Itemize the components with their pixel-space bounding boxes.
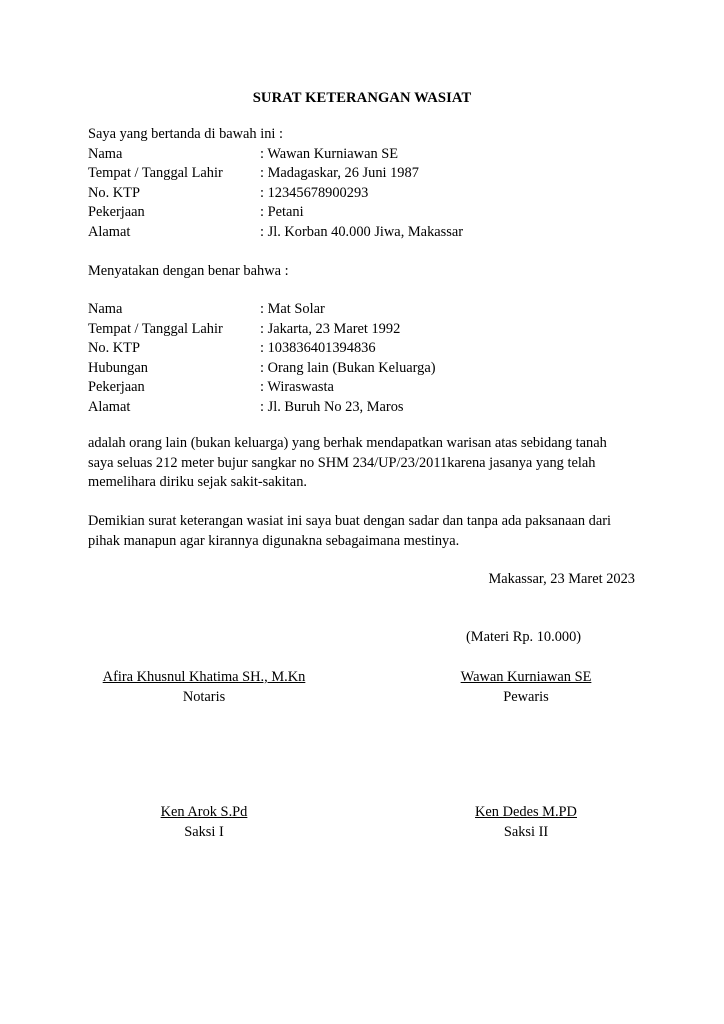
field-label: Pekerjaan	[88, 204, 145, 220]
signature-notary	[74, 668, 334, 707]
beneficiary-row	[88, 398, 648, 418]
declarer-row	[88, 223, 648, 243]
beneficiary-section	[88, 300, 648, 417]
field-label: Nama	[88, 145, 123, 162]
declarer-row	[88, 145, 648, 165]
field-value: : Madagaskar, 26 Juni 1987	[260, 165, 419, 181]
signature-testator	[396, 668, 656, 707]
field-label: Tempat / Tanggal Lahir	[88, 165, 223, 181]
declarer-section	[88, 125, 648, 242]
field-value: : 103836401394836	[260, 340, 376, 356]
signatory-role: Notaris	[182, 688, 226, 705]
intro-text: Saya yang bertanda di bawah ini :	[88, 126, 284, 142]
field-value: : Jakarta, 23 Maret 1992	[260, 320, 401, 337]
signature-witness-1	[74, 803, 334, 842]
field-label: Tempat / Tanggal Lahir	[88, 320, 223, 337]
signatory-name: Wawan Kurniawan SE	[460, 669, 592, 685]
body-line: saya seluas 212 meter bujur sangkar no SHM 234/UP/23/2011karena jasanya yang telah	[88, 454, 596, 471]
declarer-row	[88, 203, 648, 223]
beneficiary-row	[88, 378, 648, 398]
body-paragraph	[88, 434, 648, 493]
place-date: Makassar, 23 Maret 2023	[488, 571, 635, 587]
field-value: : Mat Solar	[260, 301, 325, 317]
statement-intro	[88, 262, 648, 282]
closing-line: Demikian surat keterangan wasiat ini saya buat dengan sadar dan tanpa ada paksanaan dari	[88, 513, 612, 529]
field-value: : Jl. Buruh No 23, Maros	[260, 398, 404, 415]
closing-line: pihak manapun agar kirannya digunakna sebagaimana mestinya.	[88, 532, 460, 549]
signatory-name: Afira Khusnul Khatima SH., M.Kn	[102, 669, 306, 685]
beneficiary-row	[88, 320, 648, 340]
declarer-row	[88, 184, 648, 204]
field-label: Pekerjaan	[88, 379, 145, 395]
field-value: : Petani	[260, 204, 304, 220]
signatory-name: Ken Dedes M.PD	[475, 804, 577, 820]
beneficiary-row	[88, 359, 648, 379]
body-line: memelihara diriku sejak sakit-sakitan.	[88, 474, 307, 490]
field-label: No. KTP	[88, 184, 140, 201]
signature-witness-2	[396, 803, 656, 842]
signatory-role: Saksi II	[503, 823, 549, 840]
closing-paragraph	[88, 512, 648, 551]
field-label: Alamat	[88, 223, 131, 240]
field-label: Nama	[88, 301, 123, 317]
signatory-role: Pewaris	[503, 688, 549, 705]
field-label: No. KTP	[88, 340, 140, 356]
document-title: SURAT KETERANGAN WASIAT	[252, 90, 472, 106]
field-value: : 12345678900293	[260, 184, 369, 201]
statement-intro-text: Menyatakan dengan benar bahwa :	[88, 263, 289, 279]
materai-note: (Materi Rp. 10.000)	[466, 629, 582, 645]
field-value: : Wawan Kurniawan SE	[260, 145, 399, 162]
signatory-name: Ken Arok S.Pd	[160, 804, 248, 820]
beneficiary-row	[88, 339, 648, 359]
field-label: Hubungan	[88, 359, 148, 376]
declarer-row	[88, 164, 648, 184]
field-value: : Wiraswasta	[260, 379, 334, 395]
beneficiary-row	[88, 300, 648, 320]
field-label: Alamat	[88, 398, 131, 415]
body-line: adalah orang lain (bukan keluarga) yang berhak mendapatkan warisan atas sebidang tanah	[88, 435, 607, 451]
field-value: : Orang lain (Bukan Keluarga)	[260, 359, 436, 376]
signatory-role: Saksi I	[184, 823, 224, 840]
field-value: : Jl. Korban 40.000 Jiwa, Makassar	[260, 223, 464, 240]
